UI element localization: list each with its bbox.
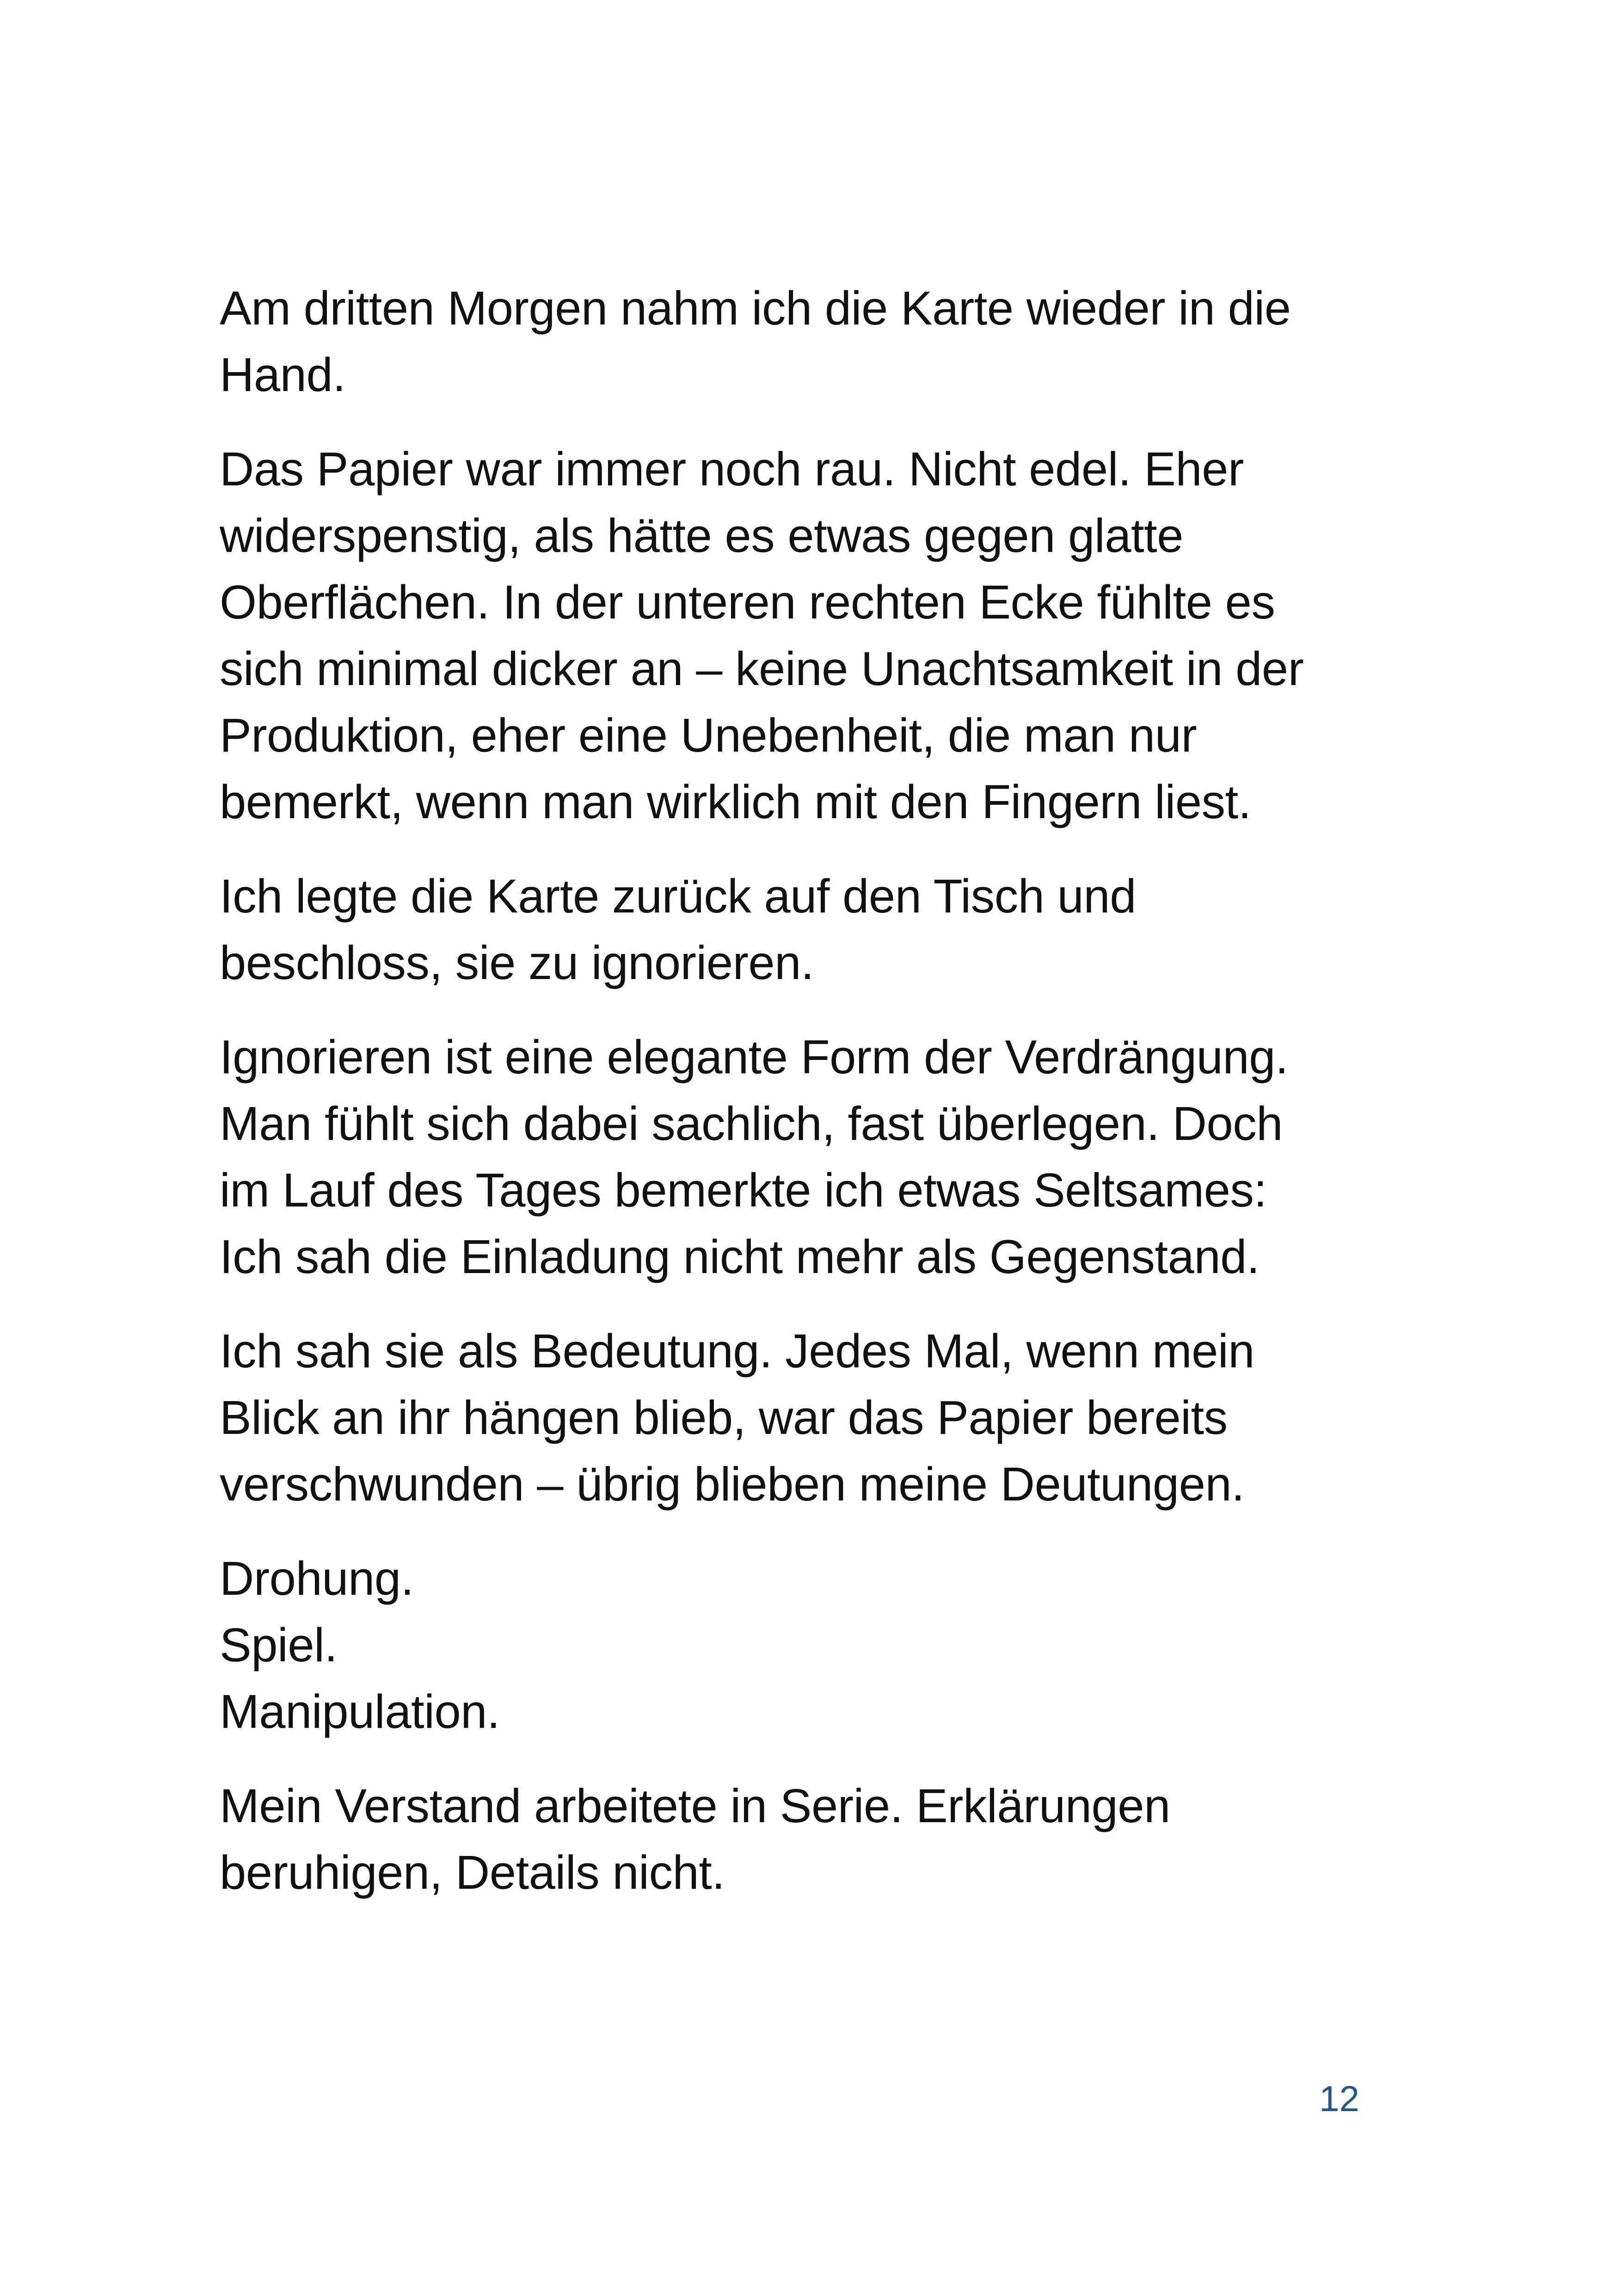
text-line: Drohung. bbox=[220, 1552, 414, 1605]
page-body bbox=[220, 275, 1366, 1934]
text-line: Oberflächen. In der unteren rechten Ecke fühlte es bbox=[220, 576, 1275, 629]
paragraph-1 bbox=[220, 275, 1366, 408]
text-line: Am dritten Morgen nahm ich die Karte wieder in die bbox=[220, 282, 1291, 335]
text-line: Man fühlt sich dabei sachlich, fast überlegen. Doch bbox=[220, 1097, 1283, 1150]
paragraph-7 bbox=[220, 1773, 1366, 1906]
text-line: bemerkt, wenn man wirklich mit den Fingern liest. bbox=[220, 775, 1251, 828]
paragraph-5 bbox=[220, 1318, 1366, 1518]
text-line: Mein Verstand arbeitete in Serie. Erklärungen bbox=[220, 1779, 1170, 1832]
paragraph-4 bbox=[220, 1024, 1366, 1290]
text-line: beruhigen, Details nicht. bbox=[220, 1846, 725, 1899]
text-line: Produktion, eher eine Unebenheit, die man nur bbox=[220, 709, 1197, 762]
text-line: verschwunden – übrig blieben meine Deutungen. bbox=[220, 1457, 1245, 1511]
text-line: sich minimal dicker an – keine Unachtsamkeit in der bbox=[220, 642, 1304, 695]
text-line: im Lauf des Tages bemerkte ich etwas Seltsames: bbox=[220, 1163, 1267, 1217]
text-line: widerspenstig, als hätte es etwas gegen glatte bbox=[220, 509, 1184, 562]
text-line: Hand. bbox=[220, 348, 346, 401]
text-line: Das Papier war immer noch rau. Nicht edel. Eher bbox=[220, 442, 1244, 496]
text-line: Ich legte die Karte zurück auf den Tisch und bbox=[220, 869, 1136, 923]
text-line: Blick an ihr hängen blieb, war das Papier bereits bbox=[220, 1391, 1228, 1444]
text-line: Ich sah die Einladung nicht mehr als Gegenstand. bbox=[220, 1230, 1260, 1283]
paragraph-2 bbox=[220, 436, 1366, 835]
text-line: Ignorieren ist eine elegante Form der Verdrängung. bbox=[220, 1030, 1289, 1084]
paragraph-6 bbox=[220, 1545, 1366, 1745]
paragraph-3 bbox=[220, 863, 1366, 996]
text-line: beschloss, sie zu ignorieren. bbox=[220, 936, 814, 989]
page-number: 12 bbox=[1319, 2078, 1359, 2119]
text-line: Manipulation. bbox=[220, 1685, 500, 1738]
text-line: Spiel. bbox=[220, 1618, 338, 1671]
text-line: Ich sah sie als Bedeutung. Jedes Mal, wenn mein bbox=[220, 1324, 1255, 1378]
